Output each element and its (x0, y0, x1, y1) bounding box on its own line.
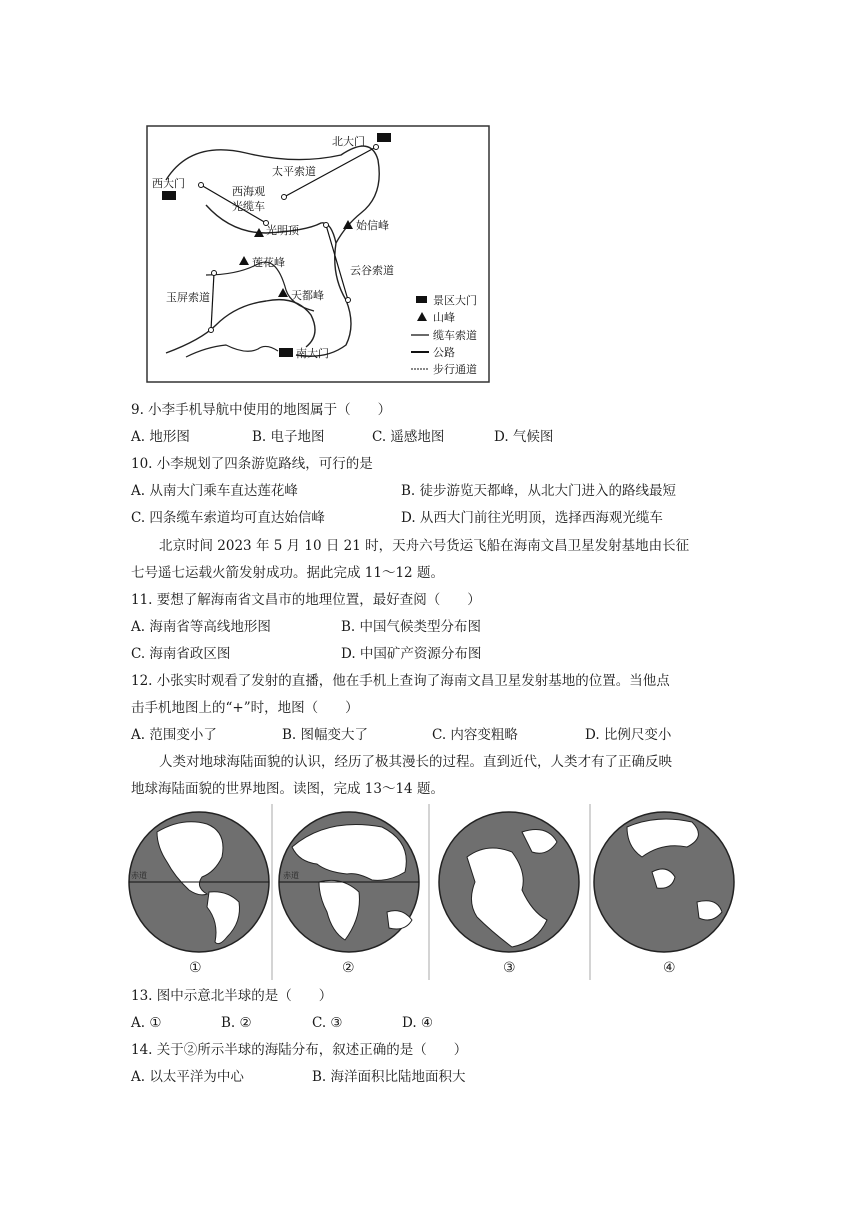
xihai-route-label-2: 光缆车 (232, 200, 265, 213)
legend-cable-label: 缆车索道 (433, 329, 477, 342)
q13-option-c: C. ③ (312, 1015, 343, 1031)
station-dot (346, 298, 351, 303)
q13-option-b: B. ② (221, 1015, 252, 1031)
q10-option-c: C. 四条缆车索道均可直达始信峰 (131, 510, 325, 526)
guangming-peak-label: 光明顶 (266, 224, 299, 237)
q10-option-d: D. 从西大门前往光明顶，选择西海观光缆车 (401, 510, 663, 526)
globe-label-1: ① (189, 960, 202, 976)
q12-option-d: D. 比例尺变小 (585, 727, 672, 743)
station-dot (209, 328, 214, 333)
legend-peak-label: 山峰 (433, 311, 455, 324)
south-gate-icon (279, 348, 293, 357)
legend-walk-label: 步行通道 (433, 363, 477, 376)
passage2-line2: 地球海陆面貌的世界地图。读图，完成 13～14 题。 (131, 781, 444, 797)
west-gate-label: 西大门 (152, 177, 185, 190)
q9-option-d: D. 气候图 (494, 429, 554, 445)
hemisphere-globes-figure (127, 802, 737, 982)
q11-option-d: D. 中国矿产资源分布图 (341, 646, 482, 662)
map-svg (146, 125, 490, 383)
legend-gate-icon (416, 296, 427, 303)
globe-label-3: ③ (503, 960, 516, 976)
q14-option-b: B. 海洋面积比陆地面积大 (312, 1069, 466, 1085)
q10-option-b: B. 徒步游览天都峰，从北大门进入的路线最短 (401, 483, 677, 499)
north-gate-icon (377, 133, 391, 142)
globe-2 (279, 812, 419, 952)
q12-option-a: A. 范围变小了 (131, 727, 217, 743)
scenic-area-map (146, 125, 490, 383)
q11-stem: 11. 要想了解海南省文昌市的地理位置，最好查阅（ ） (131, 592, 481, 608)
q11-option-b: B. 中国气候类型分布图 (341, 619, 482, 635)
north-gate-label: 北大门 (332, 135, 365, 148)
equator-label-1: 赤道 (131, 871, 147, 880)
q12-option-c: C. 内容变粗略 (432, 727, 518, 743)
q13-option-d: D. ④ (402, 1015, 434, 1031)
globe-label-4: ④ (663, 960, 676, 976)
globe-4 (594, 812, 734, 952)
station-dot (212, 271, 217, 276)
q10-stem: 10. 小李规划了四条游览路线，可行的是 (131, 456, 373, 472)
station-dot (199, 183, 204, 188)
q11-option-a: A. 海南省等高线地形图 (131, 619, 271, 635)
station-dot (282, 195, 287, 200)
south-gate-label: 南大门 (296, 347, 329, 360)
globes-svg (127, 802, 737, 982)
q11-option-c: C. 海南省政区图 (131, 646, 231, 662)
station-dot (324, 223, 329, 228)
shixin-peak-label: 始信峰 (356, 219, 389, 232)
passage1-line1: 北京时间 2023 年 5 月 10 日 21 时，天舟六号货运飞船在海南文昌卫星发射基地由长征 (159, 538, 690, 554)
equator-label-2: 赤道 (283, 871, 299, 880)
tiandu-peak-label: 天都峰 (291, 289, 324, 302)
q13-option-a: A. ① (131, 1015, 162, 1031)
q9-stem: 9. 小李手机导航中使用的地图属于（ ） (131, 402, 392, 418)
taiping-route-label: 太平索道 (272, 165, 316, 178)
q9-option-c: C. 遥感地图 (372, 429, 445, 445)
station-dot (374, 145, 379, 150)
q14-option-a: A. 以太平洋为中心 (131, 1069, 244, 1085)
west-gate-icon (162, 191, 176, 200)
q12-stem-line2: 击手机地图上的“+”时，地图（ ） (131, 700, 359, 716)
passage2-line1: 人类对地球海陆面貌的认识，经历了极其漫长的过程。直到近代，人类才有了正确反映 (159, 754, 672, 770)
lianhua-peak-label: 莲花峰 (252, 256, 285, 269)
legend-road-label: 公路 (433, 346, 455, 359)
map-frame (147, 126, 489, 382)
q13-stem: 13. 图中示意北半球的是（ ） (131, 988, 333, 1004)
globe-3 (439, 812, 579, 952)
yuping-route-label: 玉屏索道 (166, 291, 210, 304)
legend-gate-label: 景区大门 (433, 294, 477, 307)
q9-option-a: A. 地形图 (131, 429, 190, 445)
yungu-route-label: 云谷索道 (350, 264, 394, 277)
q9-option-b: B. 电子地图 (252, 429, 325, 445)
globe-1 (129, 812, 269, 952)
q10-option-a: A. 从南大门乘车直达莲花峰 (131, 483, 298, 499)
q12-option-b: B. 图幅变大了 (282, 727, 369, 743)
passage1-line2: 七号遥七运载火箭发射成功。据此完成 11～12 题。 (131, 565, 444, 581)
globe-label-2: ② (342, 960, 355, 976)
q14-stem: 14. 关于②所示半球的海陆分布，叙述正确的是（ ） (131, 1042, 468, 1058)
xihai-route-label-1: 西海观 (232, 185, 265, 198)
q12-stem-line1: 12. 小张实时观看了发射的直播，他在手机上查询了海南文昌卫星发射基地的位置。当他点 (131, 673, 670, 689)
